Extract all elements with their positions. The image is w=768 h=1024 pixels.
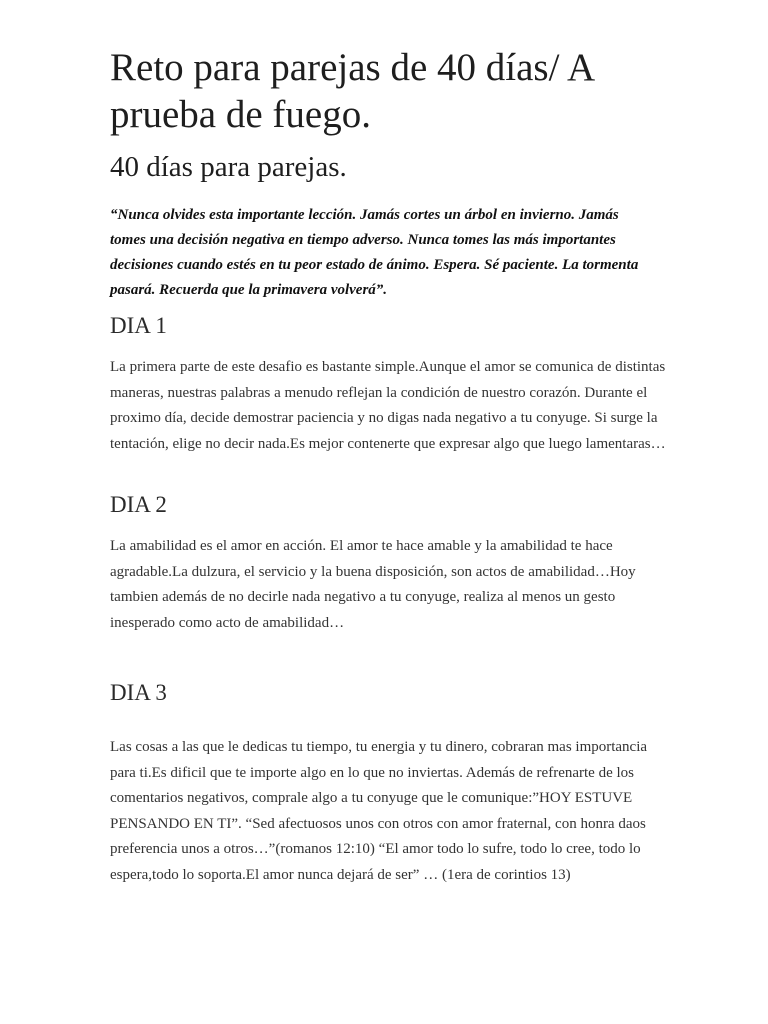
article-title: Reto para parejas de 40 días/ A prueba de fuego.	[110, 46, 594, 136]
article-subtitle: 40 días para parejas.	[110, 151, 347, 183]
day-1-heading: DIA 1	[110, 313, 167, 338]
intro-quote: “Nunca olvides esta importante lección. Jamás cortes un árbol en invierno. Jamás tomes una decisión negativa en tiempo adverso. Nunca tomes las más importantes decisiones cuando estés en tu peor estado de ánimo. Espera. Sé paciente. La tormenta pasará. Recuerda que la primavera volverá”.	[110, 207, 639, 298]
day-3-body: Las cosas a las que le dedicas tu tiempo, tu energia y tu dinero, cobraran mas importancia para ti.Es dificil que te importe algo en lo que no inviertas. Además de refrenarte de los comentarios negativos, comprale algo a tu conyuge que le comunique:”HOY ESTUVE PENSANDO EN TI”. “Sed afectuosos unos con otros con amor fraternal, con honra daos preferencia unos a otros…”(romanos 12:10) “El amor todo lo sufre, todo lo cree, todo lo espera,todo lo soporta.El amor nunca dejará de ser” … (1era de corintios 13)	[110, 739, 648, 883]
day-2-heading: DIA 2	[110, 492, 167, 517]
day-2-body: La amabilidad es el amor en acción. El amor te hace amable y la amabilidad te hace agradable.La dulzura, el servicio y la buena disposición, son actos de amabilidad…Hoy tambien además de no decirle nada negativo a tu conyuge, realiza al menos un gesto inesperado como acto de amabilidad…	[110, 538, 636, 631]
day-1-body: La primera parte de este desafio es bastante simple.Aunque el amor se comunica de distintas maneras, nuestras palabras a menudo reflejan la condición de nuestro corazón. Durante el proximo día, decide demostrar paciencia y no digas nada negativo a tu conyuge. Si surge la tentación, elige no decir nada.Es mejor contenerte que expresar algo que luego lamentaras…	[110, 359, 666, 452]
day-3-heading: DIA 3	[110, 680, 167, 705]
